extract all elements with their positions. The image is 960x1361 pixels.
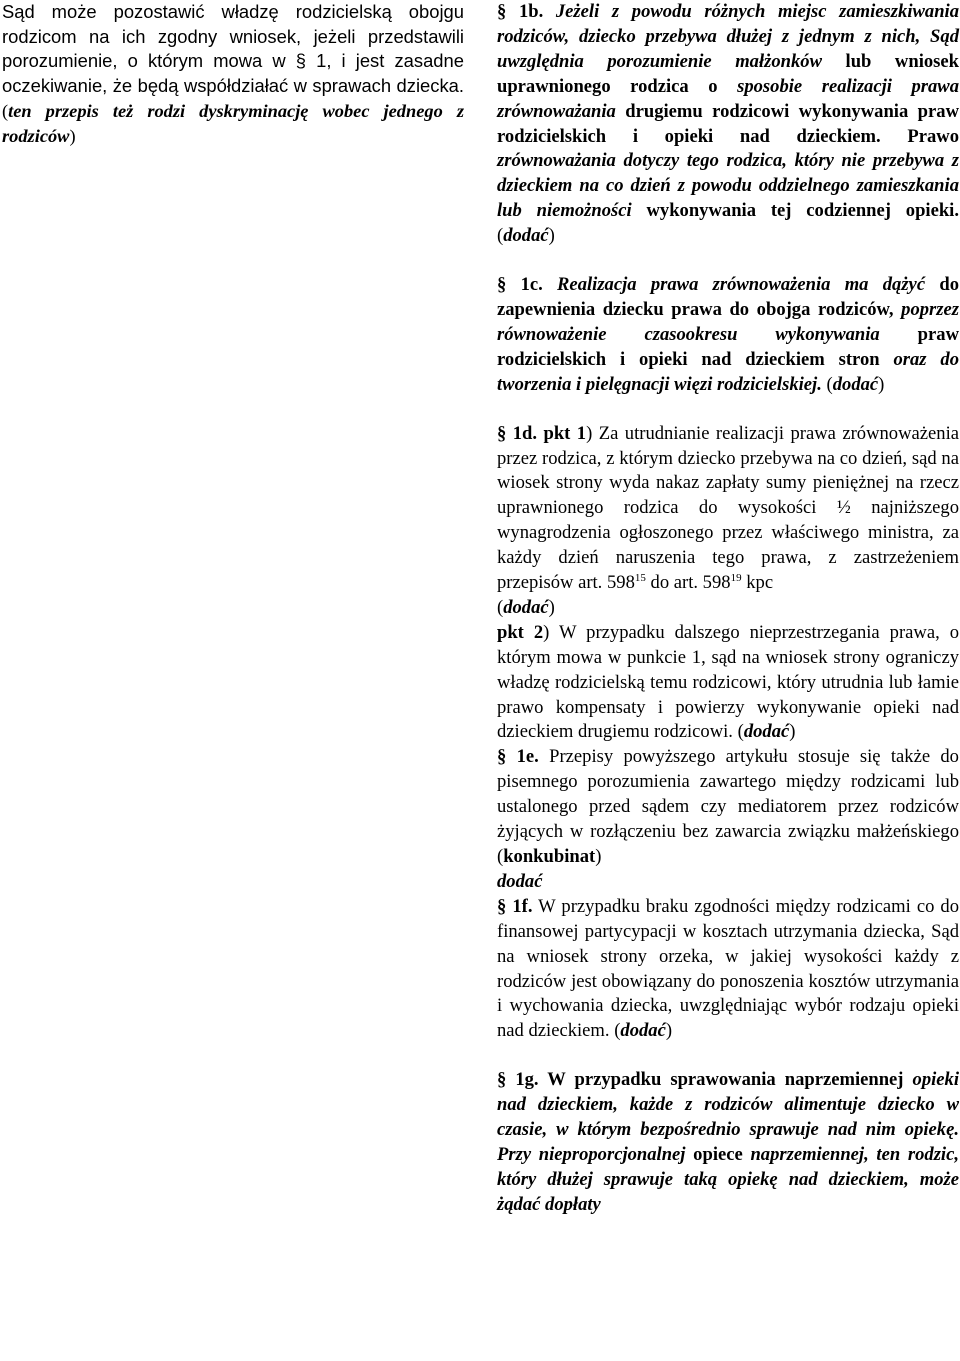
spacer <box>497 398 959 422</box>
text-1c-d: praw rodzicielskich i opieki nad dzieckiem stron <box>497 323 959 370</box>
section-mark-1c: § 1c. <box>497 274 543 296</box>
text-1f-b: ( <box>609 1020 621 1042</box>
text-1g-c: opiece <box>685 1143 751 1165</box>
dodac-label: dodać <box>503 225 549 247</box>
text-1g-d: naprzemiennej, ten rodzic, który dłużej sprawuje taką opiekę nad dzieckiem, może żądać dopłaty <box>497 1143 960 1215</box>
dodac-label: dodać <box>503 596 549 618</box>
text-1b-f: zrównoważania dotyczy tego rodzica, który nie przebywa z dzieckiem na co dzień z powodu oddzielnego zamieszkania lub niemożności <box>497 150 959 222</box>
section-mark-1f: § 1f. <box>497 895 533 917</box>
text-1e-a: Przepisy powyższego artykułu stosuje się także do pisemnego porozumienia zawartego między rodzicami lub ustalonego przed sądem czy mediatorem przez rodziców żyjących w rozłączeniu bez zawarcia związku małżeńskiego ( <box>497 746 959 867</box>
pkt1-label: pkt 1 <box>537 422 587 444</box>
dodac-label: dodać <box>832 373 879 395</box>
dodac-label: dodać <box>497 870 543 892</box>
dodac-label: dodać <box>620 1020 666 1042</box>
spacer <box>497 1044 959 1068</box>
dodac-label: dodać <box>743 721 790 743</box>
text-1c-a: Realizacja prawa zrównoważenia ma dążyć <box>542 274 926 296</box>
section-mark-1b: § 1b. <box>497 1 544 22</box>
text-1d-pkt1-c: kpc <box>741 572 774 594</box>
pkt1-paren: ) <box>586 422 593 444</box>
section-mark-1e: § 1e. <box>497 746 539 768</box>
text-1b-c: sposobie realizacji prawa zrównoważania <box>497 75 960 122</box>
superscript: 19 <box>730 572 742 585</box>
konkubinat-term: konkubinat <box>503 846 596 867</box>
pkt2-paren: ) <box>543 621 550 643</box>
section-mark-1g: § 1g. <box>497 1069 539 1091</box>
text-1f-a: W przypadku braku zgodności między rodzicami co do finansowej partycypacji w kosztach utrzymania dziecka, Sąd na wniosek strony orzeka, w jakiej wysokości każdy z rodziców jest obowiązany do ponoszenia kosztów utrzymania i wychowania dziecka, uwzględniając wybór rodzaju opieki nad dzieckiem. <box>497 895 959 1042</box>
text-1c-c: poprzez równoważenie czasookresu wykonywania <box>497 298 959 345</box>
text-1b-g: wykonywania tej codziennej opieki. <box>631 200 959 222</box>
right-column <box>497 0 959 1218</box>
text-1b-d: drugiemu rodzicowi wykonywania praw rodzicielskich i opieki nad dzieckiem. <box>497 100 959 147</box>
paragraph-1g <box>497 1068 959 1217</box>
superscript: 15 <box>634 572 646 585</box>
text-1c-f: ( <box>821 373 833 395</box>
text-1d-pkt1-d: ( <box>497 596 504 618</box>
text-1b-e: Prawo <box>880 125 959 147</box>
left-note-close: ) <box>69 125 76 146</box>
text-1b-j: ) <box>548 225 555 247</box>
text-1d-pkt2-d: ) <box>789 721 796 743</box>
text-1c-h: ) <box>878 373 885 395</box>
text-1d-pkt2-b: ( <box>737 721 744 743</box>
left-note-open: ( <box>2 100 9 121</box>
text-1c-b: do zapewnienia dziecku prawa do obojga rodziców, <box>497 274 959 320</box>
paragraph-1b <box>497 0 959 249</box>
text-1b-b: lub wniosek uprawnionego rodzica o <box>497 50 959 97</box>
paragraph-1f <box>497 895 959 1044</box>
text-1d-pkt2-a: W przypadku dalszego nieprzestrzegania prawa, o którym mowa w punkcie 1, sąd na wniosek strony ograniczy władzę rodzicielską temu rodzicowi, który utrudnia lub łamie prawo kompensaty i powierzy wykonywanie opieki nad dzieckiem drugiemu rodzicowi. <box>497 621 959 743</box>
text-1d-pkt1-f: ) <box>548 596 555 618</box>
pkt2-label: pkt 2 <box>497 621 544 643</box>
paragraph-1c <box>497 273 959 398</box>
spacer <box>497 249 959 273</box>
text-1c-e: oraz do tworzenia i pielęgnacji więzi rodzicielskiej. <box>497 348 959 395</box>
text-1b-h: ( <box>497 225 504 247</box>
text-1d-pkt1-b: do art. 598 <box>645 572 731 594</box>
paragraph-1e <box>497 745 959 894</box>
section-mark-1d: § 1d. <box>497 422 538 444</box>
text-1b-a: Jeżeli z powodu różnych miejsc zamieszkiwania rodziców, dziecko przebywa dłużej z jednym z nich, Sąd uwzględnia porozumienie małżonków <box>497 1 959 72</box>
left-note: ten przepis też rodzi dyskryminację wobec jednego z rodziców <box>2 100 464 146</box>
text-1d-pkt1-a: Za utrudnianie realizacji prawa zrównoważenia przez rodzica, z którym dziecko przebywa na co dzień, sąd na wiosek strony wyda nakaz zapłaty sumy pieniężnej na rzecz uprawnionego rodzica do wysokości ½ najniższego wynagrodzenia ogłoszonego przez właściwego ministra, za każdy dzień naruszenia tego prawa, z zastrzeżeniem przepisów art. 598 <box>497 422 960 594</box>
text-1e-c: ) <box>595 846 602 867</box>
text-1f-d: ) <box>665 1020 673 1042</box>
text-1g-b: opieki nad dzieckiem, każde z rodziców alimentuje dziecko w czasie, w którym bezpośrednio sprawuje nad nim opiekę. Przy nieproporcjonalnej <box>497 1069 960 1165</box>
paragraph-1d-pkt2 <box>497 621 959 746</box>
text-1g-a: W przypadku sprawowania naprzemiennej <box>538 1069 913 1091</box>
paragraph-left <box>2 0 464 148</box>
paragraph-1d-pkt1 <box>497 422 959 621</box>
left-text: Sąd może pozostawić władzę rodzicielską obojgu rodzicom na ich zgodny wniosek, jeżeli przedstawili porozumienie, o którym mowa w § 1, i jest zasadne oczekiwanie, że będą współdziałać w sprawach dziecka. <box>2 1 464 97</box>
left-column <box>2 0 464 148</box>
